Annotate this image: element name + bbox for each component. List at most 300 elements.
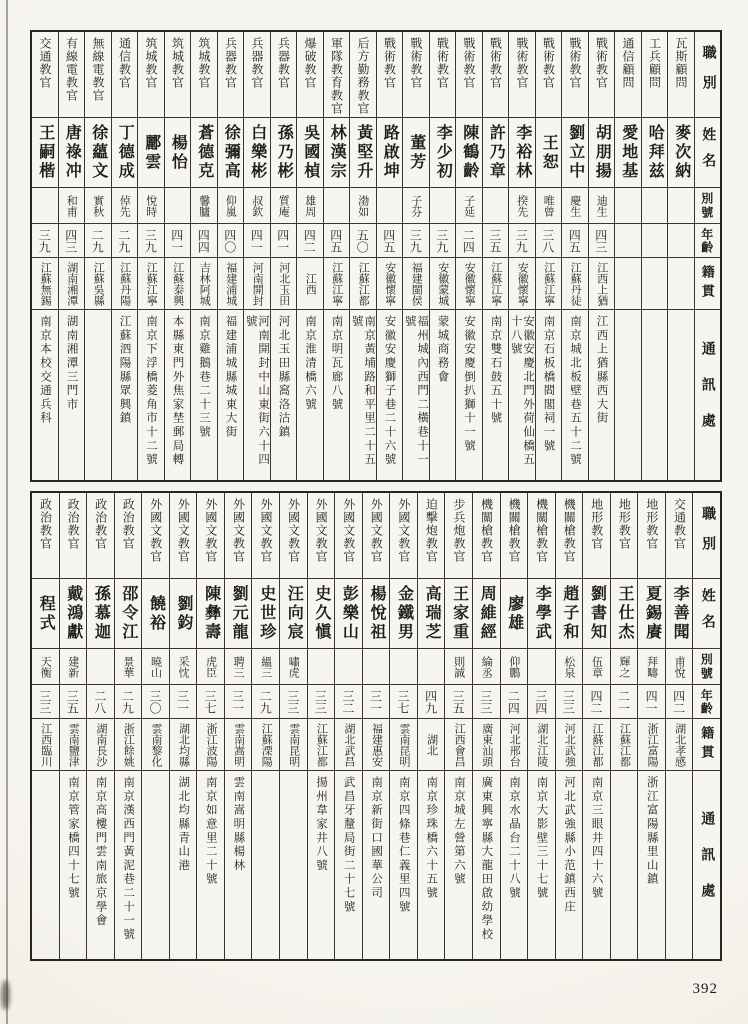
- person-name-cell: [615, 118, 641, 188]
- address-cell: [32, 310, 58, 480]
- alias-cell: [390, 649, 417, 685]
- job-title-cell-text: 機關槍教官: [534, 498, 549, 563]
- roster-column: [271, 32, 298, 480]
- person-name-cell: [562, 118, 588, 188]
- native-place-cell: [611, 719, 638, 771]
- person-name-cell-text: 廖雄: [505, 594, 523, 633]
- person-name-cell-text: 許乃章: [487, 124, 505, 181]
- age-cell: [562, 224, 588, 258]
- age-cell: [501, 685, 528, 719]
- native-place-cell: [615, 258, 641, 310]
- person-name-cell-text: 夏錫賡: [643, 585, 661, 642]
- job-title-cell: [509, 32, 535, 118]
- native-place-cell: [225, 719, 252, 771]
- age-cell: [536, 224, 562, 258]
- roster-column: [197, 493, 225, 959]
- alias-cell: [583, 649, 610, 685]
- native-place-cell: [403, 258, 429, 310]
- job-title-cell: [142, 493, 169, 579]
- native-place-cell-text: 江蘇江都: [357, 261, 370, 306]
- native-place-cell: [583, 719, 610, 771]
- address-cell: [377, 310, 403, 480]
- person-name-cell-text: 劉書知: [588, 585, 606, 642]
- person-name-cell: [363, 579, 390, 649]
- address-cell-text: 浙江富陽縣里山鎮: [645, 776, 658, 887]
- person-name-cell-text: 丁德成: [116, 124, 134, 181]
- age-cell: [85, 224, 111, 258]
- job-title-cell: [562, 32, 588, 118]
- roster-column: [85, 32, 112, 480]
- age-cell-text: 三二: [340, 689, 355, 714]
- person-name-cell-text: 陳鶴齡: [460, 124, 478, 181]
- job-title-cell-text: 戰術教官: [409, 37, 424, 89]
- native-place-cell-text: 安徽懷寧: [516, 261, 529, 306]
- job-title-cell-text: 通信顧問: [621, 37, 636, 89]
- person-name-cell: [87, 579, 114, 649]
- alias-cell-text: 嘯虎: [287, 655, 300, 678]
- job-title-cell: [32, 493, 59, 579]
- alias-cell: [191, 188, 217, 224]
- age-cell-text: 五〇: [355, 228, 370, 253]
- address-cell-text: 河南開封中山東街六十四號: [244, 315, 270, 467]
- alias-cell-text: 建新: [66, 655, 79, 678]
- roster-column: [218, 32, 245, 480]
- job-title-cell: [324, 32, 350, 118]
- job-title-cell: [556, 493, 583, 579]
- job-title-cell-text: 戰術教官: [488, 37, 503, 89]
- alias-cell: [589, 188, 615, 224]
- address-cell: [403, 310, 429, 480]
- address-cell: [666, 771, 693, 959]
- job-title-cell-text: 外國文教官: [148, 498, 163, 563]
- job-title-cell: [335, 493, 362, 579]
- person-name-cell: [403, 118, 429, 188]
- native-place-cell: [252, 719, 279, 771]
- age-cell-text: 三九: [408, 228, 423, 253]
- roster-column: [456, 32, 483, 480]
- age-cell-text: 三四: [533, 689, 548, 714]
- native-place-cell: [280, 719, 307, 771]
- person-name-cell-text: 麥次納: [672, 124, 690, 181]
- job-title-cell: [32, 32, 58, 118]
- alias-cell: [418, 649, 445, 685]
- age-cell-text: 三七: [396, 689, 411, 714]
- roster-column: [60, 493, 88, 959]
- address-cell: [308, 771, 335, 959]
- alias-cell: [112, 188, 138, 224]
- address-cell-text: 南京明瓦廊八號: [330, 315, 343, 412]
- person-name-cell-text: 趙子和: [560, 585, 578, 642]
- age-cell-text: 四五: [567, 228, 582, 253]
- person-name-cell: [456, 118, 482, 188]
- roster-column: [638, 493, 666, 959]
- native-place-cell: [142, 719, 169, 771]
- address-cell: [170, 771, 197, 959]
- native-place-cell: [218, 258, 244, 310]
- native-place-cell: [308, 719, 335, 771]
- roster-column: [165, 32, 192, 480]
- age-cell: [218, 224, 244, 258]
- address-cell-text: 本縣東門外焦家埜郵局轉: [171, 315, 184, 467]
- alias-cell-text: 和甫: [65, 194, 78, 217]
- person-name-cell-text: 史世珍: [257, 585, 275, 642]
- job-title-cell: [191, 32, 217, 118]
- address-cell: [536, 310, 562, 480]
- person-name-cell: [350, 118, 376, 188]
- person-name-cell: [225, 579, 252, 649]
- age-cell-text: 二四: [461, 228, 476, 253]
- person-name-cell-text: 董芳: [407, 133, 425, 172]
- job-title-cell-text: 交通教官: [672, 498, 687, 550]
- page-number: 392: [692, 981, 718, 997]
- address-cell-text: 福州城內西門二橫巷十一號: [403, 315, 429, 467]
- roster-column: [308, 493, 336, 959]
- person-name-cell: [583, 579, 610, 649]
- alias-cell-text: 輝之: [618, 655, 631, 678]
- row-label-age: [695, 224, 721, 258]
- age-cell: [335, 685, 362, 719]
- job-title-cell: [85, 32, 111, 118]
- address-cell-text: 安徽安慶獅子巷二十六號: [383, 315, 396, 467]
- address-cell-text: 安徽安慶北門外荷仙橋五十八號: [509, 315, 535, 467]
- alias-cell: [456, 188, 482, 224]
- row-label-text: 年齡: [699, 227, 714, 254]
- roster-column: [244, 32, 271, 480]
- age-cell-text: 三五: [65, 689, 80, 714]
- alias-cell: [638, 649, 665, 685]
- roster-column: [32, 493, 60, 959]
- person-name-cell: [170, 579, 197, 649]
- native-place-cell: [115, 719, 142, 771]
- age-cell-text: 三七: [203, 689, 218, 714]
- address-cell-text: 南京黃埔路和平里二十五號: [350, 315, 376, 467]
- person-name-cell: [335, 579, 362, 649]
- alias-cell: [308, 649, 335, 685]
- native-place-cell: [638, 719, 665, 771]
- person-name-cell-text: 吳國楨: [301, 124, 319, 181]
- age-cell: [615, 224, 641, 258]
- alias-cell: [350, 188, 376, 224]
- job-title-cell: [445, 493, 472, 579]
- age-cell: [280, 685, 307, 719]
- native-place-cell: [473, 719, 500, 771]
- address-cell-text: 湖南湘潭三門市: [65, 315, 78, 412]
- native-place-cell-text: 江蘇江寧: [489, 261, 502, 306]
- age-cell: [170, 685, 197, 719]
- job-title-cell-text: 機關槍教官: [479, 498, 494, 563]
- alias-cell: [297, 188, 323, 224]
- address-cell: [509, 310, 535, 480]
- job-title-cell-text: 外國文教官: [203, 498, 218, 563]
- age-cell: [403, 224, 429, 258]
- age-cell-text: 三九: [143, 228, 158, 253]
- person-name-cell: [668, 118, 694, 188]
- person-name-cell-text: 楊悅祖: [367, 585, 385, 642]
- job-title-cell-text: 爆破教官: [303, 37, 318, 89]
- age-cell: [589, 224, 615, 258]
- alias-cell: [501, 649, 528, 685]
- age-cell-text: 三一: [230, 689, 245, 714]
- person-name-cell-text: 邵令江: [119, 585, 137, 642]
- age-cell: [32, 224, 58, 258]
- address-cell-text: 南京新街口國華公司: [370, 776, 383, 901]
- alias-cell: [87, 649, 114, 685]
- alias-cell: [244, 188, 270, 224]
- job-title-cell-text: 有線電教官: [64, 37, 79, 102]
- native-place-cell: [335, 719, 362, 771]
- native-place-cell-text: 湖北均縣: [177, 722, 190, 767]
- alias-cell: [445, 649, 472, 685]
- age-cell: [583, 685, 610, 719]
- alias-cell-text: 聘三: [232, 655, 245, 678]
- roster-column: [377, 32, 404, 480]
- age-cell: [390, 685, 417, 719]
- alias-cell: [60, 649, 87, 685]
- job-title-cell-text: 地形教官: [589, 498, 604, 550]
- age-cell-text: 三三: [478, 689, 493, 714]
- job-title-cell-text: 戰術教官: [594, 37, 609, 89]
- job-title-cell-text: 交通教官: [38, 37, 53, 89]
- alias-cell: [170, 649, 197, 685]
- address-cell-text: 南京本校交通兵科: [38, 315, 51, 426]
- person-name-cell-text: 劉鈞: [175, 594, 193, 633]
- roster-table-top: [30, 30, 722, 482]
- age-cell: [60, 685, 87, 719]
- roster-column: [556, 493, 584, 959]
- native-place-cell-text: 浙江餘姚: [122, 722, 135, 767]
- native-place-cell-text: 江蘇丹陽: [118, 261, 131, 306]
- alias-cell-text: 實秋: [91, 194, 104, 217]
- alias-cell-text: 縕三: [259, 655, 272, 678]
- address-cell-text: 南京城北板壁巷五十二號: [568, 315, 581, 467]
- alias-cell-text: 采忱: [177, 655, 190, 678]
- alias-cell-text: 倬先: [118, 194, 131, 217]
- alias-cell: [271, 188, 297, 224]
- address-cell: [197, 771, 224, 959]
- native-place-cell-text: 浙江富陽: [646, 722, 659, 767]
- row-label-addr: [693, 771, 720, 959]
- job-title-cell: [611, 493, 638, 579]
- alias-cell: [528, 649, 555, 685]
- address-cell-text: 蒙城商務會: [436, 315, 449, 384]
- roster-column: [87, 493, 115, 959]
- address-cell: [390, 771, 417, 959]
- job-title-cell: [583, 493, 610, 579]
- person-name-cell: [473, 579, 500, 649]
- roster-column: [280, 493, 308, 959]
- row-label-text: 通訊處: [699, 341, 715, 449]
- age-cell-text: 四五: [381, 228, 396, 253]
- row-label-job: [693, 493, 720, 579]
- alias-cell-text: 子芬: [409, 194, 422, 217]
- alias-cell-text: 迪生: [595, 194, 608, 217]
- native-place-cell: [589, 258, 615, 310]
- job-title-cell: [615, 32, 641, 118]
- person-name-cell-text: 王家重: [450, 585, 468, 642]
- address-cell: [112, 310, 138, 480]
- row-label-text: 別號: [699, 652, 714, 681]
- person-name-cell: [112, 118, 138, 188]
- roster-column: [191, 32, 218, 480]
- address-cell: [363, 771, 390, 959]
- job-title-cell: [377, 32, 403, 118]
- row-label-name: [693, 579, 720, 649]
- address-cell-text: 南京高樓門雲南旅京學會: [94, 776, 107, 928]
- alias-cell-text: 拜疇: [645, 655, 658, 678]
- address-cell: [583, 771, 610, 959]
- roster-column: [501, 493, 529, 959]
- job-title-cell-text: 戰術教官: [541, 37, 556, 89]
- age-cell: [308, 685, 335, 719]
- age-cell-text: 二九: [120, 689, 135, 714]
- alias-cell: [556, 649, 583, 685]
- address-cell-text: 南京三眼井四十六號: [590, 776, 603, 901]
- address-cell: [297, 310, 323, 480]
- address-cell: [324, 310, 350, 480]
- native-place-cell: [297, 258, 323, 310]
- job-title-cell-text: 外國文教官: [231, 498, 246, 563]
- address-cell: [615, 310, 641, 480]
- native-place-cell: [32, 719, 59, 771]
- address-cell: [280, 771, 307, 959]
- alias-cell: [59, 188, 85, 224]
- person-name-cell-text: 唐祿冲: [63, 124, 81, 181]
- age-cell-text: 四五: [328, 228, 343, 253]
- job-title-cell: [473, 493, 500, 579]
- age-cell: [165, 224, 191, 258]
- age-cell: [271, 224, 297, 258]
- roster-column: [611, 493, 639, 959]
- roster-column: [642, 32, 669, 480]
- person-name-cell-text: 孫慕迦: [92, 585, 110, 642]
- age-cell: [138, 224, 164, 258]
- job-title-cell-text: 戰術教官: [462, 37, 477, 89]
- roster-column: [583, 493, 611, 959]
- job-title-cell-text: 外國文教官: [314, 498, 329, 563]
- job-title-cell-text: 后方勤務教官: [356, 37, 371, 115]
- address-cell-text: 南京雞鵝巷二十三號: [197, 315, 210, 440]
- native-place-cell: [445, 719, 472, 771]
- person-name-cell-text: 汪向宸: [285, 585, 303, 642]
- job-title-cell-text: 迫擊炮教官: [424, 498, 439, 563]
- job-title-cell-text: 筑城教官: [197, 37, 212, 89]
- native-place-cell-text: 湖北孝感: [673, 722, 686, 767]
- job-title-cell: [456, 32, 482, 118]
- roster-column: [589, 32, 616, 480]
- alias-cell: [668, 188, 694, 224]
- person-name-cell: [142, 579, 169, 649]
- native-place-cell-text: 福建浦城: [224, 261, 237, 306]
- address-cell: [430, 310, 456, 480]
- header-column: [693, 493, 720, 959]
- age-cell: [87, 685, 114, 719]
- job-title-cell: [59, 32, 85, 118]
- roster-tables: [30, 30, 722, 961]
- job-title-cell: [218, 32, 244, 118]
- roster-column: [112, 32, 139, 480]
- address-cell: [138, 310, 164, 480]
- person-name-cell: [589, 118, 615, 188]
- age-cell-text: 二九: [116, 228, 131, 253]
- address-cell: [473, 771, 500, 959]
- address-cell: [528, 771, 555, 959]
- job-title-cell: [87, 493, 114, 579]
- alias-cell: [142, 649, 169, 685]
- roster-column: [473, 493, 501, 959]
- age-cell-text: 三九: [514, 228, 529, 253]
- native-place-cell: [363, 719, 390, 771]
- address-cell-text: 南京淮清橋六號: [303, 315, 316, 412]
- row-label-text: 年齡: [699, 688, 714, 715]
- native-place-cell-text: 河北武強: [563, 722, 576, 767]
- alias-cell-text: 則誠: [452, 655, 465, 678]
- job-title-cell-text: 外國文教官: [176, 498, 191, 563]
- person-name-cell: [308, 579, 335, 649]
- job-title-cell: [666, 493, 693, 579]
- alias-cell: [252, 649, 279, 685]
- person-name-cell-text: 王仕杰: [616, 585, 634, 642]
- job-title-cell-text: 政治教官: [121, 498, 136, 550]
- age-cell: [642, 224, 668, 258]
- native-place-cell-text: 江西臨川: [39, 722, 52, 767]
- address-cell-text: 南京珍珠橋六十五號: [425, 776, 438, 901]
- alias-cell-text: 子延: [462, 194, 475, 217]
- age-cell: [638, 685, 665, 719]
- alias-cell-text: 悅時: [144, 194, 157, 217]
- alias-cell-text: 唯曾: [542, 194, 555, 217]
- address-cell: [271, 310, 297, 480]
- person-name-cell-text: 王嗣楷: [36, 124, 54, 181]
- native-place-cell: [536, 258, 562, 310]
- person-name-cell: [165, 118, 191, 188]
- roster-column: [418, 493, 446, 959]
- alias-cell: [32, 188, 58, 224]
- native-place-cell-text: 江蘇江寧: [542, 261, 555, 306]
- native-place-cell-text: 江蘇江寧: [330, 261, 343, 306]
- address-cell-text: 江西上猶縣西大街: [595, 315, 608, 426]
- person-name-cell: [244, 118, 270, 188]
- address-cell: [142, 771, 169, 959]
- age-cell: [244, 224, 270, 258]
- native-place-cell-text: 江蘇江都: [590, 722, 603, 767]
- alias-cell-text: 慶生: [568, 194, 581, 217]
- address-cell: [445, 771, 472, 959]
- native-place-cell: [59, 258, 85, 310]
- age-cell-text: 四一: [644, 689, 659, 714]
- age-cell-text: 四三: [593, 228, 608, 253]
- row-label-addr: [695, 310, 721, 480]
- person-name-cell-text: 王恕: [540, 133, 558, 172]
- address-cell-text: 湖北均縣青山港: [177, 776, 190, 873]
- address-cell-text: 廣東興寧縣大龍田啟幼學校: [480, 776, 493, 942]
- roster-column: [363, 493, 391, 959]
- age-cell-text: 二四: [506, 689, 521, 714]
- alias-cell: [483, 188, 509, 224]
- address-cell-text: 南京管家橋四十七號: [66, 776, 79, 901]
- person-name-cell-text: 黃堅升: [354, 124, 372, 181]
- age-cell: [59, 224, 85, 258]
- alias-cell-text: 松泉: [562, 655, 575, 678]
- alias-cell: [377, 188, 403, 224]
- age-cell: [197, 685, 224, 719]
- alias-cell: [32, 649, 59, 685]
- scan-smudge: [1, 980, 10, 1010]
- job-title-cell-text: 外國文教官: [396, 498, 411, 563]
- job-title-cell-text: 外國文教官: [369, 498, 384, 563]
- native-place-cell: [556, 719, 583, 771]
- job-title-cell: [244, 32, 270, 118]
- native-place-cell-text: 湖北武昌: [342, 722, 355, 767]
